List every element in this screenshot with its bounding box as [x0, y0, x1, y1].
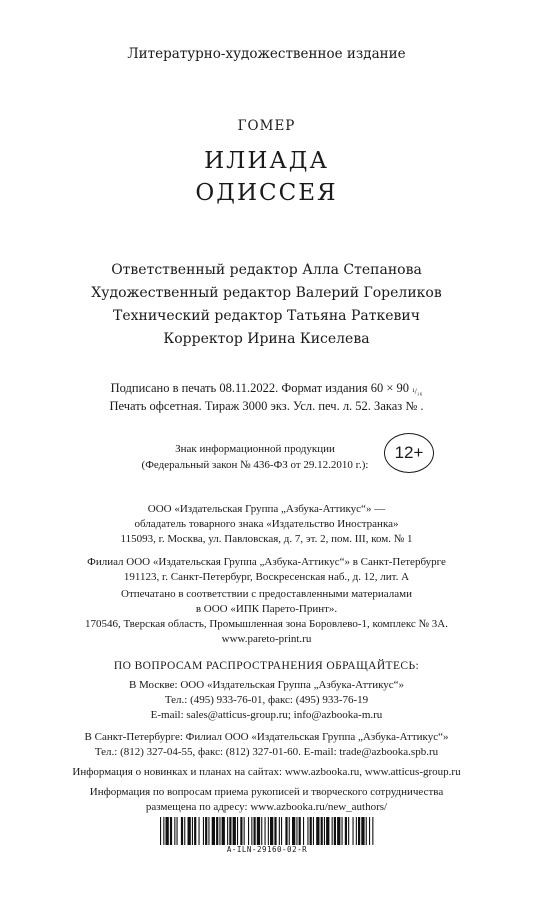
- printer-line-2: в ООО «ИПК Парето-Принт».: [195, 603, 338, 615]
- info-product-line-1: Знак информационной продукции: [175, 443, 335, 455]
- barcode-bar: [348, 817, 349, 845]
- print-info-line-2: Печать офсетная. Тираж 3000 экз. Усл. печ. л. 52. Заказ № .: [109, 399, 424, 413]
- barcode-bar: [342, 817, 343, 845]
- format-fraction: ¹/₁₆: [412, 387, 423, 396]
- credit-responsible-editor: Ответственный редактор Алла Степанова: [111, 262, 422, 278]
- barcode-bar: [356, 817, 357, 845]
- printer-line-3: 170546, Тверская область, Промышленная зона Боровлево-1, комплекс № 3А.: [85, 618, 448, 630]
- publisher-line-1: ООО «Издательская Группа „Азбука-Аттикус“» —: [147, 503, 386, 515]
- branch-line-2: 191123, г. Санкт-Петербург, Воскресенская наб., д. 12, лит. А: [123, 571, 410, 583]
- barcode-bar: [257, 817, 260, 845]
- news-info: Информация о новинках и планах на сайтах: www.azbooka.ru, www.atticus-group.ru: [72, 766, 461, 778]
- barcode-bar: [353, 817, 354, 845]
- barcode-bar: [313, 817, 314, 845]
- book-title-line-2: ОДИССЕЯ: [195, 180, 338, 206]
- barcode-bar: [216, 817, 218, 845]
- barcode-bar: [208, 817, 209, 845]
- barcode-bar: [233, 817, 236, 845]
- barcode-bar: [372, 817, 373, 845]
- barcode-bar: [324, 817, 325, 845]
- barcode-bar: [188, 817, 191, 845]
- moscow-line-3: E-mail: sales@atticus-group.ru; info@azbooka-m.ru: [150, 709, 383, 721]
- spb-line-2: Тел.: (812) 327-04-55, факс: (812) 327-01-60. E-mail: trade@azbooka.spb.ru: [94, 746, 439, 758]
- barcode-bar: [248, 817, 249, 845]
- barcode-bar: [279, 817, 280, 845]
- manuscripts-info-line-1: Информация по вопросам приема рукописей и творческого сотрудничества: [89, 786, 444, 798]
- moscow-line-2: Тел.: (495) 933-76-01, факс: (495) 933-76-19: [164, 694, 369, 706]
- info-product-line-2: (Федеральный закон № 436-ФЗ от 29.12.2010 г.):: [141, 459, 369, 471]
- barcode-bar: [227, 817, 228, 845]
- barcode-bar: [184, 817, 185, 845]
- barcode-bar: [369, 817, 370, 845]
- barcode-bar: [366, 817, 367, 845]
- credit-proofreader: Корректор Ирина Киселева: [163, 331, 370, 347]
- barcode-bar: [166, 817, 169, 845]
- barcode-bar: [332, 817, 333, 845]
- barcode-bar: [268, 817, 269, 845]
- age-rating-badge: 12+: [384, 433, 434, 473]
- barcode-bar: [303, 817, 304, 845]
- author-name: ГОМЕР: [237, 118, 296, 134]
- credit-art-editor: Художественный редактор Валерий Гореликов: [91, 285, 442, 301]
- barcode-bar: [361, 817, 364, 845]
- barcode-bar: [334, 817, 336, 845]
- barcode-bar: [270, 817, 273, 845]
- barcode-bar: [265, 817, 266, 845]
- info-product-block: [130, 441, 450, 485]
- barcode-bar: [345, 817, 347, 845]
- barcode-bar: [229, 817, 231, 845]
- edition-type: Литературно-художественное издание: [127, 46, 406, 62]
- barcode-bar: [244, 817, 245, 845]
- barcode-bar: [199, 817, 200, 845]
- barcode: [158, 817, 376, 845]
- barcode-bar: [326, 817, 329, 845]
- barcode-bar: [310, 817, 312, 845]
- info-product-text: [130, 441, 380, 473]
- moscow-line-1: В Москве: ООО «Издательская Группа „Азбука-Аттикус“»: [128, 679, 405, 691]
- barcode-bar: [160, 817, 161, 845]
- barcode-bar: [240, 817, 242, 845]
- barcode-bar: [194, 817, 196, 845]
- publisher-line-3: 115093, г. Москва, ул. Павловская, д. 7, эт. 2, пом. III, ком. № 1: [120, 533, 413, 545]
- barcode-bar: [261, 817, 262, 845]
- credit-technical-editor: Технический редактор Татьяна Раткевич: [112, 308, 420, 324]
- barcode-bar: [281, 817, 282, 845]
- barcode-bar: [219, 817, 220, 845]
- barcode-bar: [181, 817, 183, 845]
- barcode-bar: [192, 817, 193, 845]
- printer-line-4: www.pareto-print.ru: [221, 633, 312, 645]
- distribution-heading: ПО ВОПРОСАМ РАСПРОСТРАНЕНИЯ ОБРАЩАЙТЕСЬ:: [113, 660, 420, 672]
- manuscripts-info-line-2: размещена по адресу: www.azbooka.ru/new_authors/: [145, 801, 388, 813]
- barcode-bar: [274, 817, 276, 845]
- barcode-bar: [222, 817, 225, 845]
- barcode-bar: [321, 817, 323, 845]
- barcode-bar: [316, 817, 319, 845]
- print-info-main: Подписано в печать 08.11.2022. Формат издания 60 × 90: [110, 381, 413, 395]
- publisher-line-2: обладатель товарного знака «Издательство Иностранка»: [134, 518, 399, 530]
- printer-line-1: Отпечатано в соответствии с предоставленными материалами: [121, 588, 412, 600]
- barcode-bar: [177, 817, 178, 845]
- barcode-bar: [163, 817, 164, 845]
- branch-line-1: Филиал ООО «Издательская Группа „Азбука-Аттикус“» в Санкт-Петербурге: [87, 556, 446, 568]
- barcode-bar: [205, 817, 207, 845]
- barcode-bar: [292, 817, 295, 845]
- barcode-bar: [307, 817, 308, 845]
- barcode-bar: [285, 817, 287, 845]
- barcode-bar: [251, 817, 252, 845]
- barcode-bar: [237, 817, 238, 845]
- barcode-bar: [170, 817, 172, 845]
- barcode-bar: [212, 817, 215, 845]
- book-title-line-1: ИЛИАДА: [204, 148, 329, 174]
- barcode-bar: [289, 817, 290, 845]
- spb-line-1: В Санкт-Петербурге: Филиал ООО «Издательская Группа „Азбука-Аттикус“»: [84, 731, 449, 743]
- print-info-line-1: [0, 381, 533, 396]
- barcode-bar: [254, 817, 256, 845]
- barcode-code: A-ILN-29160-02-R: [226, 845, 308, 854]
- barcode-bar: [174, 817, 175, 845]
- barcode-bar: [296, 817, 297, 845]
- barcode-bar: [299, 817, 301, 845]
- barcode-bar: [358, 817, 360, 845]
- barcode-bar: [203, 817, 204, 845]
- barcode-bar: [337, 817, 340, 845]
